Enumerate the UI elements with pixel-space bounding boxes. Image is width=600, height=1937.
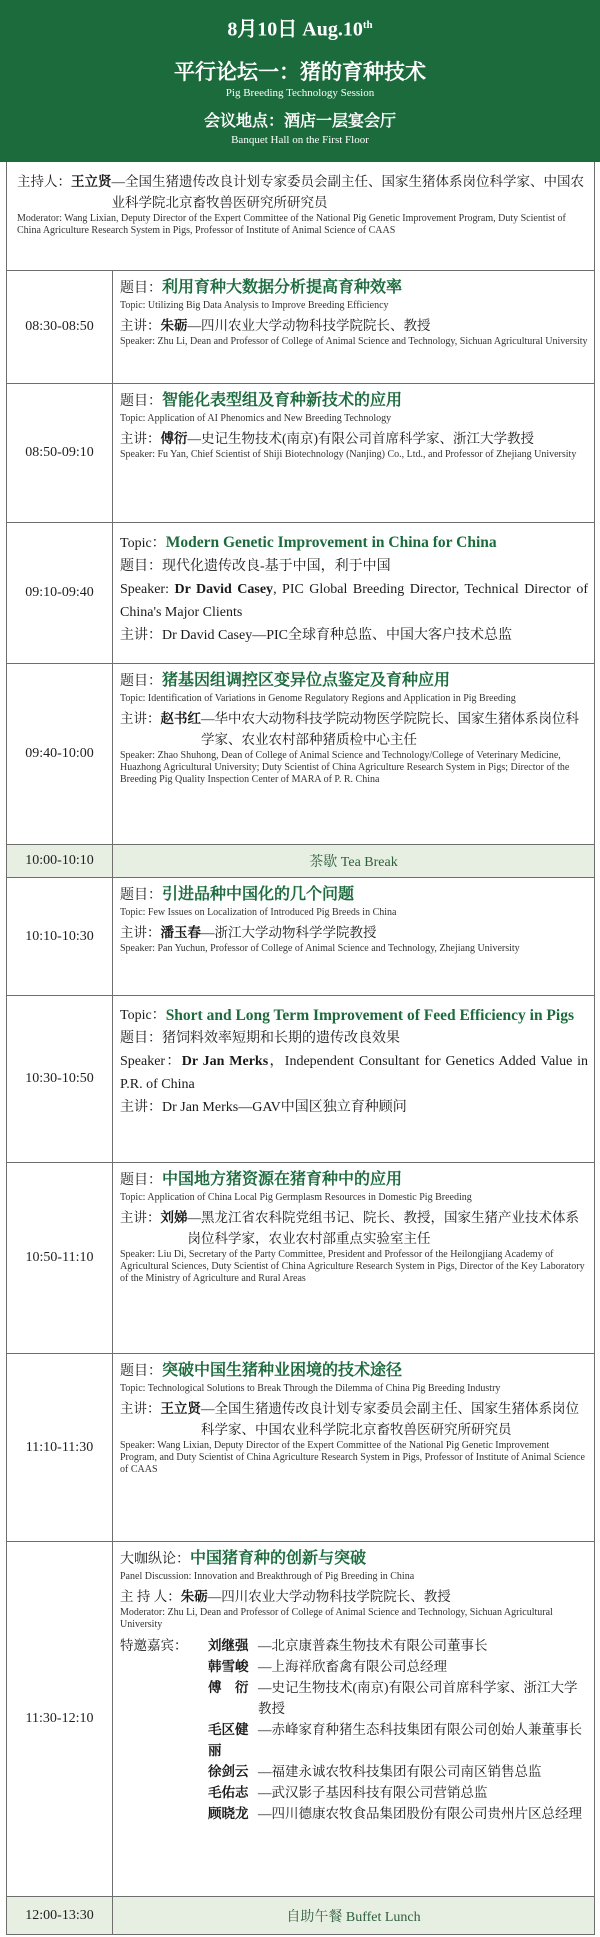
topic-en: Topic: Few Issues on Localization of Introduced Pig Breeds in China	[120, 907, 397, 918]
speaker-label: Speaker:	[120, 582, 175, 597]
speaker-desc: , PIC Global Breeding Director, Technical Director of China's Major Clients	[120, 582, 588, 620]
speaker-en: Speaker: Zhao Shuhong, Dean of College of Animal Science and Technology/College of Veterinary Medicine, Huazhong Agricultural University; Duty Scientist of China Agriculture Research System in Pigs; Director of the Breeding Pig Quality Inspection Center of MARA of P. R. China	[120, 750, 570, 785]
guest-desc: —史记生物技术(南京)有限公司首席科学家、浙江大学教授	[258, 1680, 578, 1716]
topic-title-en: Short and Long Term Improvement of Feed Efficiency in Pigs	[165, 1007, 574, 1024]
speaker-label: 主讲：	[120, 628, 162, 643]
guest-list	[120, 1635, 588, 1824]
session-body	[113, 271, 594, 383]
guest-item	[120, 1719, 588, 1761]
session-body	[113, 996, 594, 1162]
topic-line-en	[120, 1004, 588, 1027]
session-body	[113, 523, 594, 663]
agenda-row	[7, 271, 594, 384]
time-cell: 08:50-09:10	[7, 384, 113, 522]
time-cell: 10:00-10:10	[7, 845, 113, 877]
speaker-label: 主讲：	[120, 1401, 161, 1416]
moderator-en: Moderator: Wang Lixian, Deputy Director of the Expert Committee of the National Pig Genetic Improvement Program, Duty Scientist of China Agriculture Research System in Pigs, Professor of Institute of Animal Science of CAAS	[17, 213, 566, 236]
guest-item	[120, 1656, 588, 1677]
guest-item	[120, 1782, 588, 1803]
speaker-name: 朱砺	[160, 318, 188, 333]
topic-line	[120, 390, 588, 413]
topic-en: Topic: Utilizing Big Data Analysis to Improve Breeding Efficiency	[120, 300, 389, 311]
topic-line	[120, 277, 588, 300]
time-cell: 11:10-11:30	[7, 1354, 113, 1541]
moderator-desc: —全国生猪遗传改良计划专家委员会副主任、国家生猪体系岗位科学家、中国农业科学院北京畜牧兽医研究所研究员	[111, 174, 584, 210]
topic-label: 题目：	[120, 1031, 162, 1046]
guest-name: 徐剑云	[208, 1764, 249, 1779]
speaker-en: Speaker: Liu Di, Secretary of the Party Committee, President and Professor of the Heilongjiang Academy of Agricultural Sciences, Duty Scientist of China Agriculture Research System in Pigs, Director of the Key Laboratory of the Ministry of Agriculture and Rural Areas	[120, 1249, 585, 1284]
speaker-name: Dr David Casey	[174, 582, 274, 597]
topic-title-zh: 现代化遗传改良-基于中国，利于中国	[162, 559, 391, 574]
agenda-row	[7, 878, 594, 996]
panel-title-line	[120, 1548, 588, 1571]
time-cell: 09:10-09:40	[7, 523, 113, 663]
topic-title: 引进品种中国化的几个问题	[162, 886, 355, 903]
speaker-desc: —全国生猪遗传改良计划专家委员会副主任、国家生猪体系岗位科学家、中国农业科学院北京畜牧兽医研究所研究员	[201, 1401, 579, 1437]
time-cell: 10:10-10:30	[7, 878, 113, 995]
speaker-line	[120, 428, 588, 449]
speaker-name: 王立贤	[160, 1401, 201, 1416]
topic-title: 猪基因组调控区变异位点鉴定及育种应用	[162, 672, 451, 689]
speaker-line-zh	[120, 1096, 588, 1119]
venue-en: Banquet Hall on the First Floor	[231, 133, 369, 146]
host-en: Moderator: Zhu Li, Dean and Professor of College of Animal Science and Technology, Sichuan Agricultural University	[120, 1607, 553, 1630]
topic-label: Topic：	[120, 1008, 166, 1023]
lunch-label: 自助午餐 Buffet Lunch	[286, 1909, 421, 1925]
topic-title: 中国地方猪资源在猪育种中的应用	[162, 1171, 403, 1188]
speaker-line-zh	[120, 624, 588, 647]
guest-item	[120, 1761, 588, 1782]
speaker-line	[120, 315, 588, 336]
guest-name: 韩雪峻	[208, 1659, 249, 1674]
speaker-name: 潘玉春	[160, 925, 201, 940]
moderator-name: 王立贤	[71, 174, 112, 189]
lunch-row	[7, 1897, 594, 1935]
speaker-name: 傅衍	[160, 431, 188, 446]
topic-label: 题目：	[120, 281, 162, 296]
guest-name: 刘继强	[208, 1638, 249, 1653]
speaker-label: 主讲：	[120, 1210, 161, 1225]
session-date	[0, 12, 600, 43]
tea-break-label: 茶歇 Tea Break	[309, 855, 398, 870]
topic-line	[120, 1169, 588, 1192]
speaker-en: Speaker: Wang Lixian, Deputy Director of the Expert Committee of the National Pig Genetic Improvement Program, and Duty Scientist of China Agriculture Research System in Pigs, Professor of Institute of Animal Science of CAAS	[120, 1440, 585, 1475]
topic-en: Topic: Application of AI Phenomics and New Breeding Technology	[120, 413, 392, 424]
speaker-en: Speaker: Fu Yan, Chief Scientist of Shiji Biotechnology (Nanjing) Co., Ltd., and Professor of Zhejiang University	[120, 449, 577, 460]
speaker-desc-zh: Dr Jan Merks—GAV中国区独立育种顾问	[162, 1100, 407, 1115]
speaker-name: 赵书红	[160, 711, 201, 726]
topic-label: 题目：	[120, 394, 162, 409]
time-cell: 09:40-10:00	[7, 664, 113, 844]
guest-item	[120, 1677, 588, 1719]
agenda-row	[7, 664, 594, 845]
topic-label: 题目：	[120, 888, 162, 903]
agenda-row	[7, 384, 594, 523]
date-suffix: th	[362, 19, 373, 31]
session-body	[113, 384, 594, 522]
speaker-en: Speaker: Zhu Li, Dean and Professor of College of Animal Science and Technology, Sichuan Agricultural University	[120, 336, 588, 347]
host-desc: —四川农业大学动物科技学院院长、教授	[207, 1589, 451, 1604]
guest-name: 毛佑志	[208, 1785, 249, 1800]
topic-line	[120, 884, 588, 907]
topic-line	[120, 670, 588, 693]
topic-en: Topic: Identification of Variations in Genome Regulatory Regions and Application in Pig Breeding	[120, 693, 516, 704]
panel-body	[113, 1542, 594, 1896]
topic-title: 利用育种大数据分析提高育种效率	[162, 279, 403, 296]
topic-title-en: Modern Genetic Improvement in China for China	[165, 534, 497, 551]
time-cell: 10:30-10:50	[7, 996, 113, 1162]
panel-row	[7, 1542, 594, 1897]
speaker-en: Speaker: Pan Yuchun, Professor of College of Animal Science and Technology, Zhejiang University	[120, 943, 520, 954]
guest-item	[120, 1635, 588, 1656]
speaker-name: 刘娣	[160, 1210, 188, 1225]
time-cell: 11:30-12:10	[7, 1542, 113, 1896]
guest-desc: —武汉影子基因科技有限公司营销总监	[258, 1785, 488, 1800]
topic-title: 智能化表型组及育种新技术的应用	[162, 392, 403, 409]
topic-en: Topic: Application of China Local Pig Germplasm Resources in Domestic Pig Breeding	[120, 1192, 472, 1203]
time-cell: 08:30-08:50	[7, 271, 113, 383]
speaker-desc: ，Independent Consultant for Genetics Added Value in P.R. of China	[120, 1054, 588, 1092]
agenda-row	[7, 523, 594, 664]
date-text: 8月10日 Aug.10	[227, 18, 363, 41]
panel-title-en: Panel Discussion: Innovation and Breakthrough of Pig Breeding in China	[120, 1571, 415, 1582]
speaker-label: 主讲：	[120, 1100, 162, 1115]
speaker-line	[120, 1207, 588, 1249]
speaker-name: Dr Jan Merks	[181, 1054, 269, 1069]
topic-line-en	[120, 531, 588, 555]
agenda-row	[7, 1354, 594, 1542]
topic-line-zh	[120, 1027, 588, 1050]
speaker-label: 主讲：	[120, 318, 161, 333]
agenda-row	[7, 996, 594, 1163]
topic-label: 题目：	[120, 674, 162, 689]
guest-desc: —北京康普森生物技术有限公司董事长	[258, 1638, 488, 1653]
agenda-row	[7, 1163, 594, 1354]
speaker-label: 主讲：	[120, 925, 161, 940]
moderator-row	[7, 162, 594, 271]
topic-line	[120, 1360, 588, 1383]
time-cell: 10:50-11:10	[7, 1163, 113, 1353]
topic-title: 突破中国生猪种业困境的技术途径	[162, 1362, 403, 1379]
speaker-desc: —四川农业大学动物科技学院院长、教授	[187, 318, 431, 333]
speaker-label: 主讲：	[120, 431, 161, 446]
host-label: 主 持 人：	[120, 1589, 181, 1604]
speaker-desc-zh: Dr David Casey—PIC全球育种总监、中国大客户技术总监	[162, 628, 512, 643]
session-body	[113, 1354, 594, 1541]
speaker-label: Speaker：	[120, 1054, 182, 1069]
guest-desc: —上海祥欣畜禽有限公司总经理	[258, 1659, 447, 1674]
time-cell: 12:00-13:30	[7, 1897, 113, 1934]
moderator-label: 主持人：	[17, 174, 71, 189]
speaker-label: 主讲：	[120, 711, 161, 726]
guest-desc: —福建永诚农牧科技集团有限公司南区销售总监	[258, 1764, 542, 1779]
speaker-line	[120, 1398, 588, 1440]
topic-label: 题目：	[120, 1173, 162, 1188]
topic-label: Topic：	[120, 536, 166, 551]
host-name: 朱砺	[180, 1589, 208, 1604]
speaker-desc: —浙江大学动物科学学院教授	[201, 925, 377, 940]
session-body	[113, 664, 594, 844]
session-body	[113, 1163, 594, 1353]
speaker-desc: —史记生物技术(南京)有限公司首席科学家、浙江大学教授	[187, 431, 534, 446]
speaker-line	[120, 922, 588, 943]
guest-desc: —四川德康农牧食品集团股份有限公司贵州片区总经理	[258, 1806, 582, 1821]
speaker-line-en	[120, 578, 588, 624]
guest-item	[120, 1803, 588, 1824]
session-title-en: Pig Breeding Technology Session	[225, 86, 375, 99]
session-body	[113, 878, 594, 995]
topic-line-zh	[120, 555, 588, 578]
speaker-desc: —黑龙江省农科院党组书记、院长、教授，国家生猪产业技术体系岗位科学家，农业农村部重点实验室主任	[187, 1210, 579, 1246]
panel-label: 大咖纵论：	[120, 1552, 190, 1567]
guests-label: 特邀嘉宾：	[120, 1638, 188, 1653]
session-header	[0, 0, 600, 162]
guest-desc: —赤峰家育种猪生态科技集团有限公司创始人兼董事长	[258, 1722, 582, 1737]
topic-label: 题目：	[120, 559, 162, 574]
moderator-line	[17, 171, 584, 213]
speaker-line	[120, 708, 588, 750]
session-title: 平行论坛一：猪的育种技术	[174, 59, 426, 84]
topic-title-zh: 猪饲料效率短期和长期的遗传改良效果	[162, 1031, 400, 1046]
topic-label: 题目：	[120, 1364, 162, 1379]
panel-host-line	[120, 1586, 588, 1607]
tea-break-row	[7, 845, 594, 878]
guest-name: 毛区健丽	[208, 1722, 249, 1758]
topic-en: Topic: Technological Solutions to Break Through the Dilemma of China Pig Breeding Industry	[120, 1383, 501, 1394]
panel-title: 中国猪育种的创新与突破	[190, 1550, 367, 1567]
speaker-line-en	[120, 1050, 588, 1096]
agenda-table	[6, 162, 595, 1935]
guest-name: 顾晓龙	[208, 1806, 249, 1821]
venue: 会议地点：酒店一层宴会厅	[203, 112, 396, 130]
speaker-desc: —华中农大动物科技学院动物医学院院长、国家生猪体系岗位科学家、农业农村部种猪质检中心主任	[201, 711, 579, 747]
guest-name: 傅 衍	[208, 1680, 249, 1695]
